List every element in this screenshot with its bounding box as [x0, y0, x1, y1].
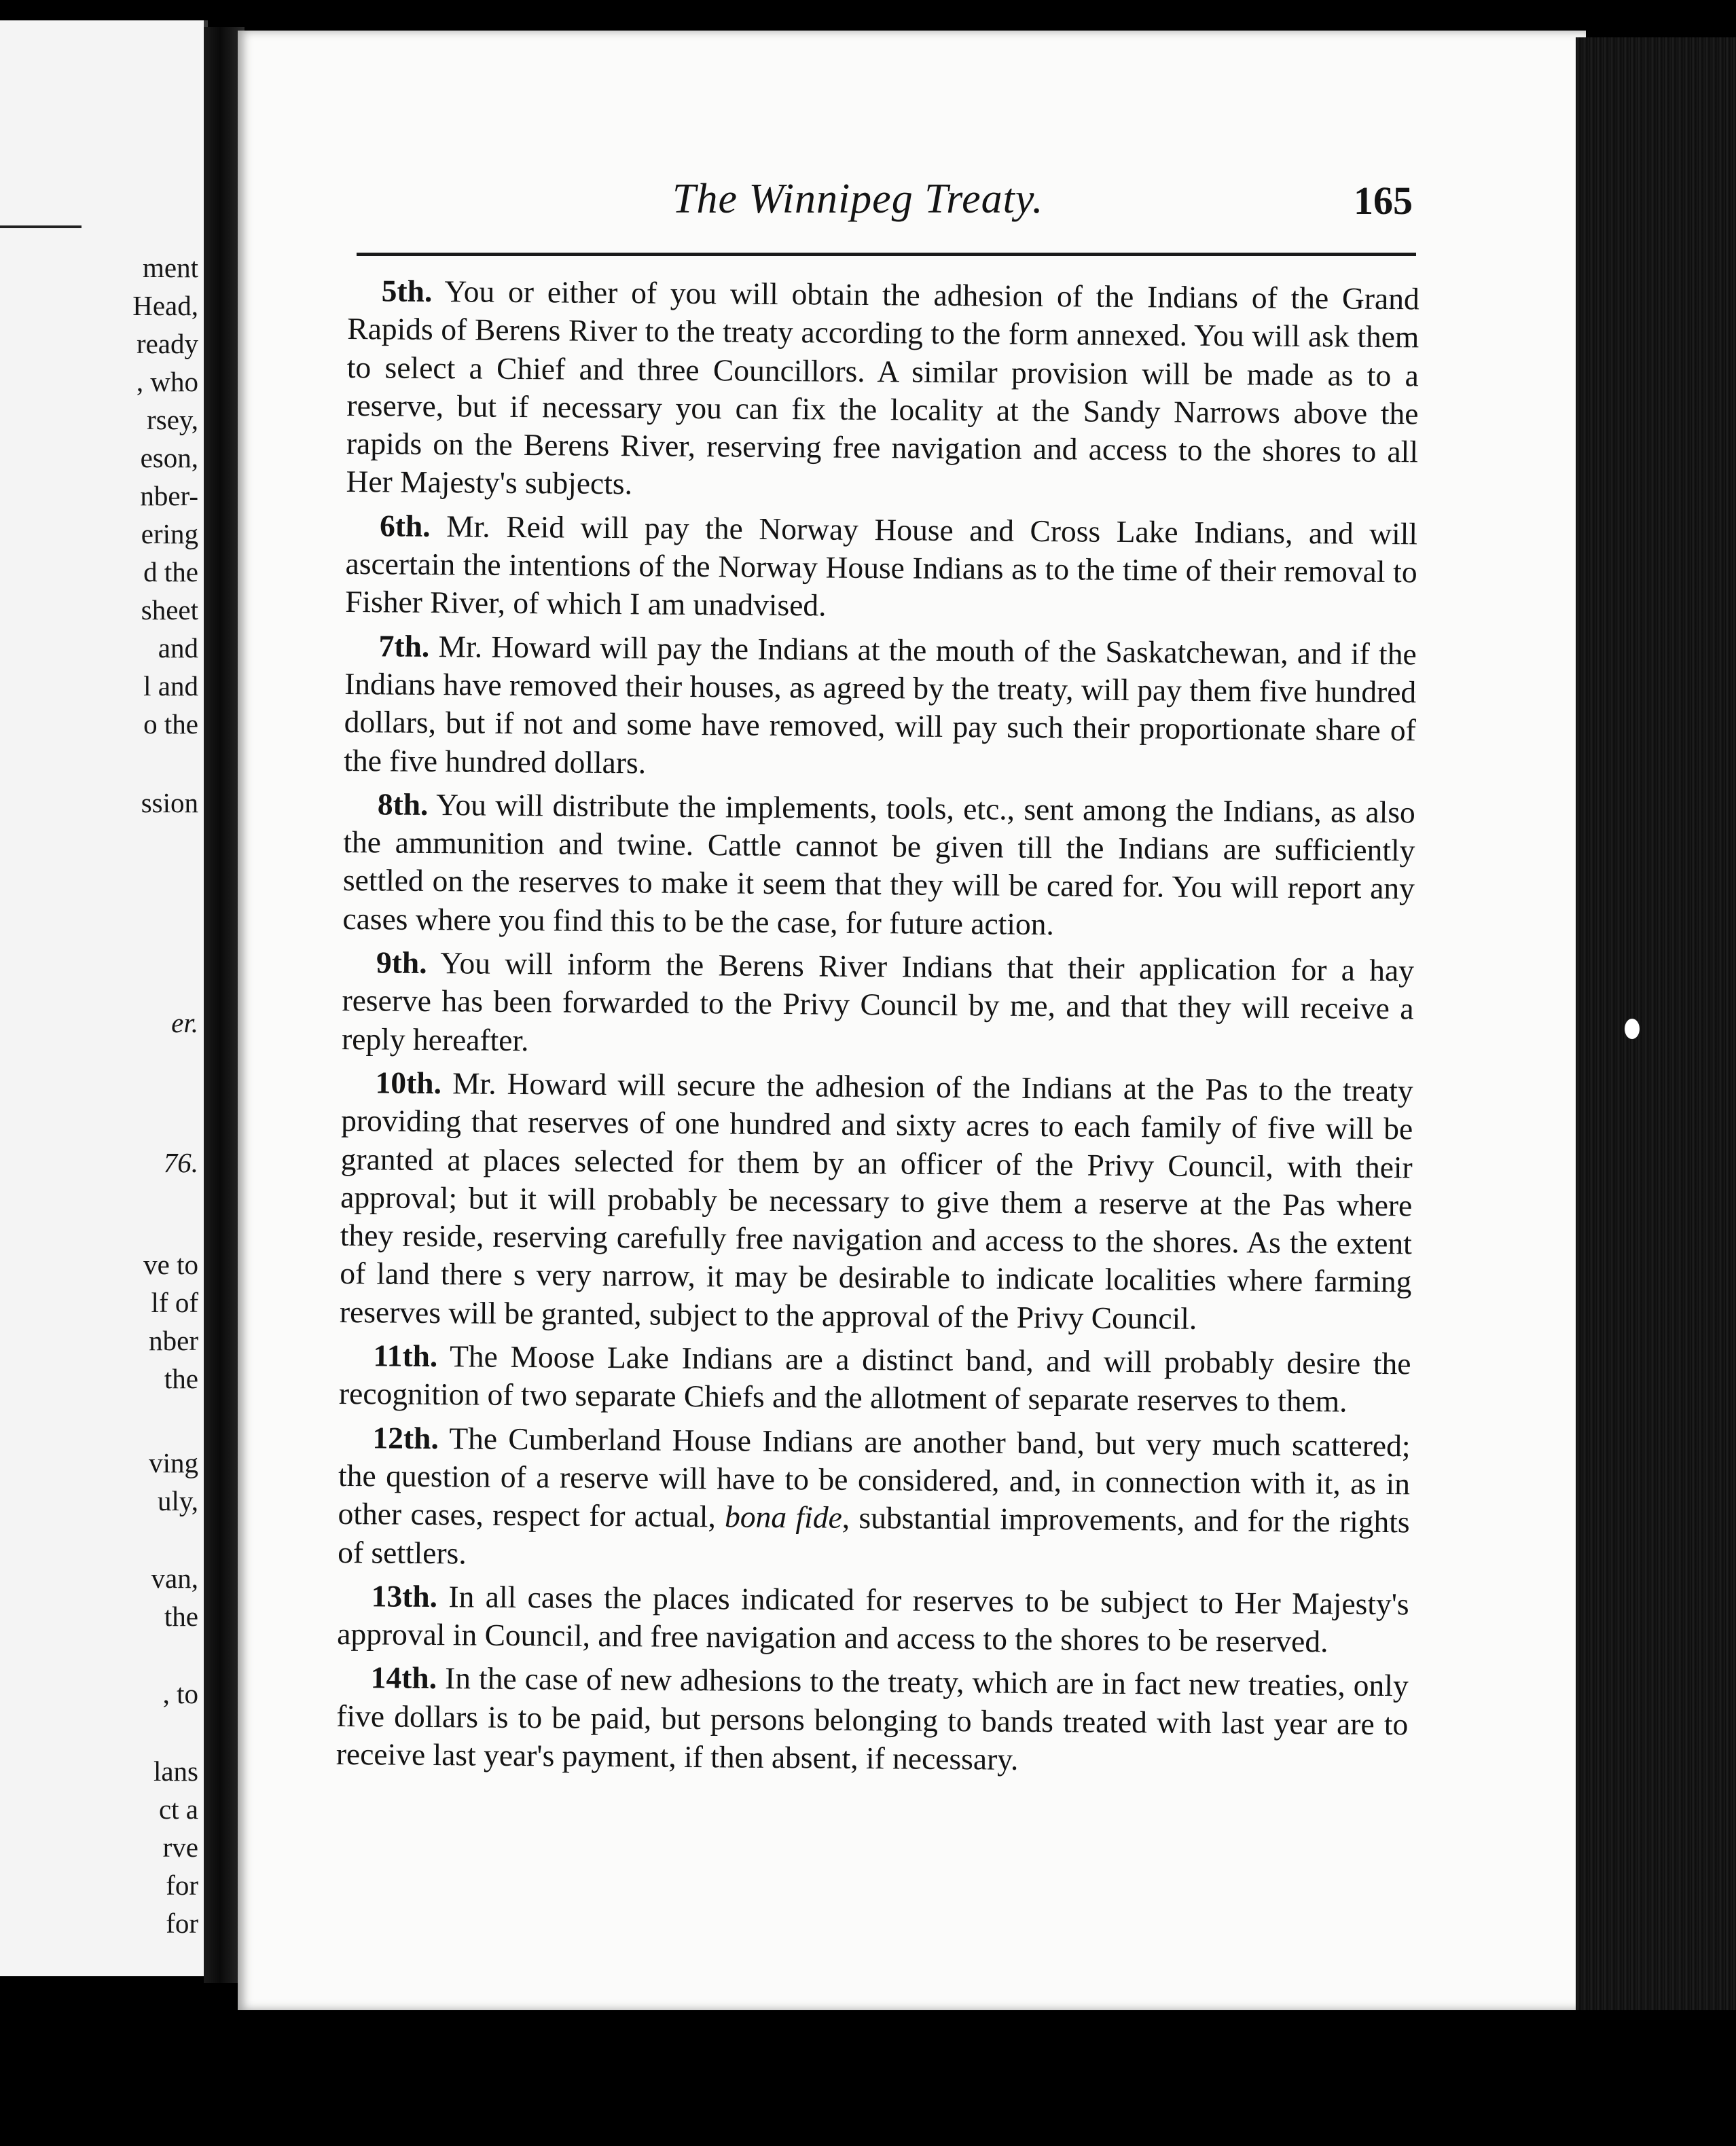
previous-page-line-fragment: lf of [151, 1287, 198, 1318]
scan-border-bottom [0, 2010, 1736, 2146]
book-page-edges [1576, 37, 1736, 2081]
paragraph-7th: 7th. Mr. Howard will pay the Indians at the mouth of the Saskatchewan, and if the Indians have removed their houses, as agreed by the treaty, will pay them five hundred dollars, but if not and some have removed, will pay such their proportionate share of the five hundred dollars. [344, 628, 1417, 780]
paragraph-8th: 8th. You will distribute the implements, tools, etc., sent among the Indians, as also the ammunition and twine. Cattle cannot be given till the Indians are sufficiently settled on the reserves to make it seem that they will be cared for. You will report any cases where you find this to be the case, for future action. [342, 786, 1415, 941]
previous-page-line-fragment: Head, [132, 290, 198, 321]
previous-page-line-fragment: , to [162, 1678, 198, 1709]
previous-page-line-fragment: nber- [140, 480, 198, 511]
previous-page-line-fragment: the [164, 1363, 198, 1394]
previous-page-line-fragment: for [166, 1870, 198, 1901]
previous-page-line-fragment: o the [143, 708, 198, 740]
paragraph-9th: 9th. You will inform the Berens River Indians that their application for a hay reserve has been forwarded to the Privy Council by me, and that they will receive a reply hereafter. [341, 945, 1415, 1057]
previous-page-line-fragment: ment [143, 252, 198, 283]
previous-page-line-fragment: ssion [141, 787, 198, 818]
previous-page-line-fragment: , who [136, 366, 198, 397]
previous-page-line-fragment: ct a [158, 1794, 198, 1825]
previous-page-line-fragment: 76. [163, 1147, 198, 1178]
previous-page-line-fragment: er. [171, 1007, 198, 1038]
page-body [336, 272, 1419, 1787]
paragraph-5th: 5th. You or either of you will obtain the adhesion of the Indians of the Grand Rapids of Berens River to the treaty according to the form annexed. You will ask them to select a Chief and three Councillors. A similar provision will be made as to a reserve, but if necessary you can fix the locality at the Sandy Narrows above the rapids on the Berens River, reserving free navigation and access to the shores to all Her Majesty's subjects. [346, 273, 1419, 501]
previous-page-line-fragment: nber [149, 1325, 198, 1356]
previous-page-line-fragment: lans [153, 1756, 198, 1787]
paragraph-6th: 6th. Mr. Reid will pay the Norway House and Cross Lake Indians, and will ascertain the intentions of the Norway House Indians as to the time of their removal to Fisher River, of which I am unadvised. [344, 508, 1418, 623]
previous-page-line-fragment: rsey, [147, 404, 198, 435]
scan-artifact [1625, 1019, 1640, 1039]
previous-page-line-fragment: ready [136, 328, 198, 359]
previous-page-fragment [0, 20, 208, 1976]
paragraph-11th: 11th. The Moose Lake Indians are a distinct band, and will probably desire the recognition of two separate Chiefs and the allotment of separate reserves to them. [338, 1338, 1411, 1419]
header-rule [357, 253, 1416, 256]
previous-page-line-fragment: l and [143, 670, 198, 702]
running-title: The Winnipeg Treaty. [672, 176, 1044, 222]
previous-page-line-fragment: ve to [143, 1249, 198, 1280]
previous-page-line-fragment: eson, [140, 442, 198, 473]
previous-page-line-fragment: ving [149, 1447, 198, 1478]
previous-page-line-fragment: sheet [141, 594, 198, 625]
previous-page-line-fragment: d the [143, 556, 198, 587]
previous-page-line-fragment: the [164, 1601, 198, 1632]
previous-page-line-fragment: rve [162, 1832, 198, 1863]
previous-page-line-fragment: uly, [158, 1485, 198, 1516]
previous-page-line-fragment: ering [141, 518, 198, 549]
scan-border-top [0, 0, 1736, 34]
paragraph-12th: 12th. The Cumberland House Indians are another band, but very much scattered; the question of a reserve will have to be considered, and, in connection with it, as in other cases, respect for actual, bona fide, substantial improvements, and for the rights of settlers. [337, 1419, 1411, 1570]
previous-page-line-fragment: and [158, 632, 198, 663]
paragraph-10th: 10th. Mr. Howard will secure the adhesion of the Indians at the Pas to the treaty providing that reserves of one hundred and sixty acres to each family of five will be granted at places selected for them by an officer of the Privy Council, with their approval; but it will probably be necessary to give them a reserve at the Pas where they reside, reserving carefully free navigation and access to the shores. As the extent of land there s very narrow, it may be desirable to indicate localities where farming reserves will be granted, subject to the approval of the Privy Council. [339, 1065, 1413, 1336]
previous-page-line-fragment: van, [151, 1563, 198, 1594]
previous-page-line-fragment: for [166, 1908, 198, 1939]
paragraph-13th: 13th. In all cases the places indicated for reserves to be subject to Her Majesty's approval in Council, and free navigation and access to the shores to be reserved. [337, 1578, 1409, 1659]
paragraph-14th: 14th. In the case of new adhesions to the treaty, which are in fact new treaties, only five dollars is to be paid, but persons belonging to bands treated with last year are to receive last year's payment, if then absent, if necessary. [336, 1660, 1409, 1777]
page-number: 165 [1354, 179, 1413, 223]
previous-page-header-rule [0, 225, 82, 228]
